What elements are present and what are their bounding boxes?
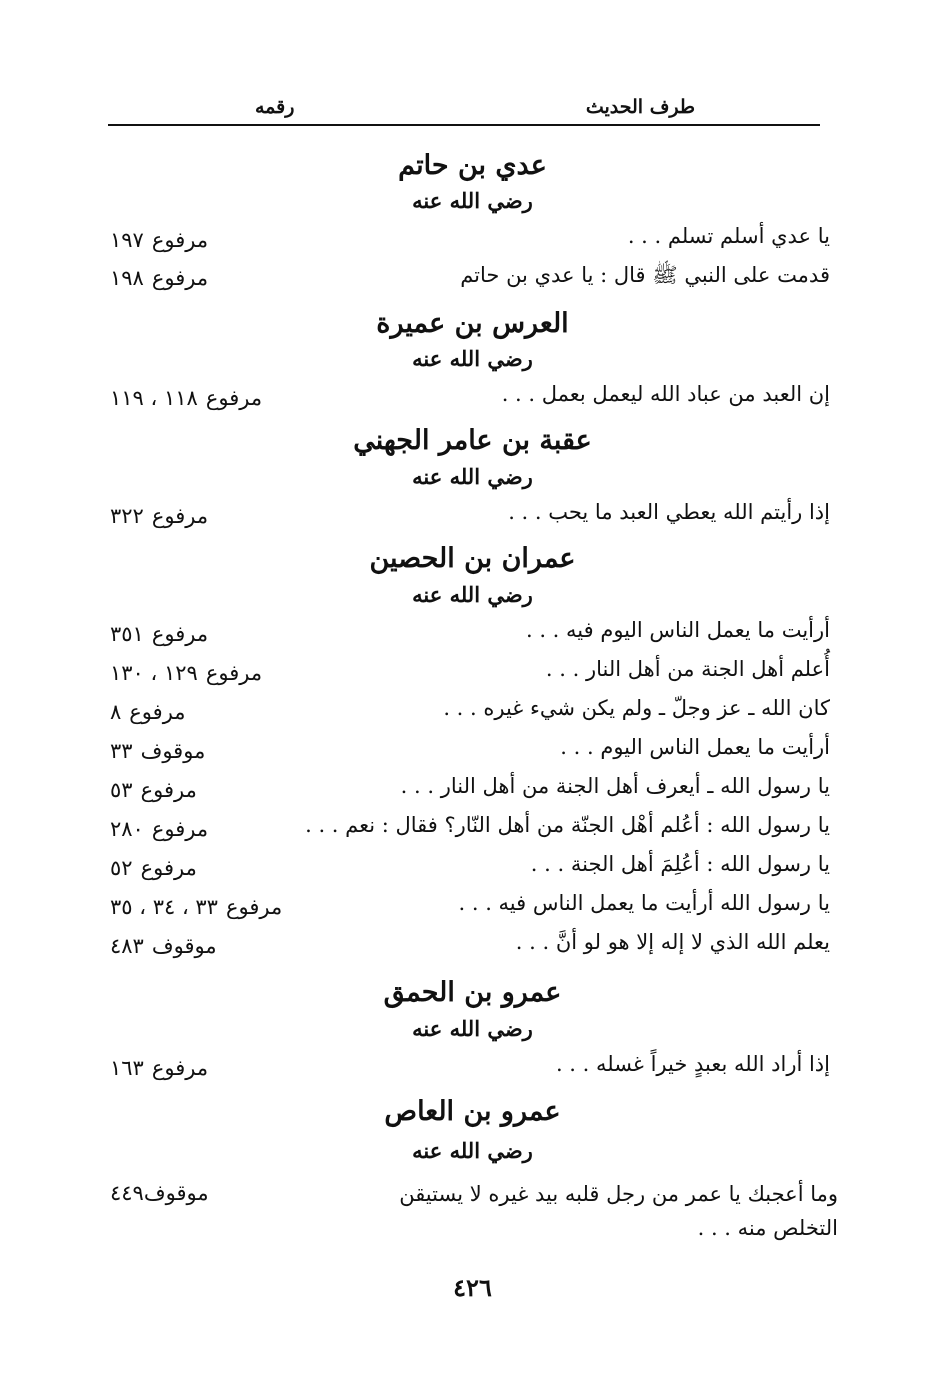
hadith-ref bbox=[110, 266, 332, 290]
section-title: عمرو بن الحمق bbox=[383, 977, 562, 1008]
hadith-type: موقوف bbox=[140, 739, 206, 763]
hadith-text: أُعلم أهل الجنة من أهل النار . . . bbox=[545, 657, 830, 681]
hadith-text: إن العبد من عباد الله ليعمل بعمل . . . bbox=[501, 382, 830, 406]
hadith-ref bbox=[110, 700, 332, 724]
hadith-type: مرفوع bbox=[151, 266, 209, 290]
hadith-text: قدمت على النبي ﷺ قال : يا عدي بن حاتم bbox=[460, 263, 830, 287]
hadith-number: ١٩٨ bbox=[110, 266, 144, 290]
section-subtitle: رضي الله عنه bbox=[412, 1138, 533, 1163]
index-entry bbox=[110, 696, 830, 732]
section-title: العرس بن عميرة bbox=[376, 308, 569, 339]
hadith-number: ٥٢ bbox=[110, 856, 133, 880]
hadith-ref bbox=[110, 504, 332, 528]
hadith-ref bbox=[110, 1181, 332, 1205]
hadith-text: أرأيت ما يعمل الناس اليوم . . . bbox=[560, 735, 830, 759]
hadith-type: مرفوع bbox=[140, 856, 197, 880]
index-entry bbox=[110, 382, 830, 418]
section-subtitle: رضي الله عنه bbox=[412, 1016, 533, 1041]
hadith-type: مرفوع bbox=[151, 504, 209, 528]
index-entry bbox=[110, 852, 830, 888]
section-subtitle: رضي الله عنه bbox=[412, 582, 533, 607]
hadith-text: إذا أراد الله بعبدٍ خيراً غسله . . . bbox=[555, 1052, 830, 1076]
hadith-number: ٢٨٠ bbox=[110, 817, 144, 841]
column-header-hadith: طرف الحديث bbox=[585, 96, 695, 118]
hadith-ref bbox=[110, 934, 332, 958]
hadith-ref bbox=[110, 856, 332, 880]
hadith-ref bbox=[110, 661, 332, 685]
section-subtitle: رضي الله عنه bbox=[412, 188, 533, 213]
section-title: عمران بن الحصين bbox=[369, 543, 576, 574]
hadith-text: كان الله ـ عز وجلّ ـ ولم يكن شيء غيره . . . bbox=[443, 696, 830, 720]
hadith-number: ٤٨٣ bbox=[110, 934, 144, 958]
hadith-number: ٥٣ bbox=[110, 778, 133, 802]
hadith-type: مرفوع bbox=[140, 778, 197, 802]
hadith-type: مرفوع bbox=[205, 661, 263, 685]
hadith-ref bbox=[110, 739, 332, 763]
hadith-type: مرفوع bbox=[129, 700, 186, 724]
hadith-text: يا رسول الله ـ أيعرف أهل الجنة من أهل النار . . . bbox=[400, 774, 830, 798]
index-entry bbox=[110, 813, 830, 849]
index-entry bbox=[110, 500, 830, 536]
hadith-ref bbox=[110, 1056, 332, 1080]
index-entry bbox=[110, 1177, 838, 1251]
index-entry bbox=[110, 774, 830, 810]
hadith-number: ١٦٣ bbox=[110, 1056, 144, 1080]
hadith-text: يعلم الله الذي لا إله إلا هو لو أنَّ . . . bbox=[515, 930, 830, 954]
section-title: عدي بن حاتم bbox=[398, 150, 547, 181]
index-entry bbox=[110, 262, 830, 298]
index-entry bbox=[110, 224, 830, 260]
hadith-text: أرأيت ما يعمل الناس اليوم فيه . . . bbox=[525, 618, 830, 642]
index-entry bbox=[110, 1052, 830, 1088]
hadith-text: يا رسول الله : أعُلم أهْل الجنّة من أهل النّار؟ فقال : نعم . . . bbox=[305, 813, 830, 837]
hadith-text: وما أعجبك يا عمر من رجل قلبه بيد غيره لا يستيقن التخلص منه . . . bbox=[399, 1182, 838, 1240]
hadith-number: ٤٤٩ bbox=[110, 1181, 144, 1205]
hadith-number: ٣٥١ bbox=[110, 622, 144, 646]
hadith-number: ١٢٩ ، ١٣٠ bbox=[110, 661, 198, 685]
section-title: عقبة بن عامر الجهني bbox=[353, 425, 592, 456]
column-header-number: رقمه bbox=[255, 96, 295, 118]
hadith-ref bbox=[110, 386, 332, 410]
index-entry bbox=[110, 891, 830, 927]
hadith-text: يا عدي أسلم تسلم . . . bbox=[627, 224, 830, 248]
page-number: ٤٢٦ bbox=[453, 1273, 492, 1302]
hadith-type: مرفوع bbox=[205, 386, 263, 410]
section-subtitle: رضي الله عنه bbox=[412, 346, 533, 371]
hadith-ref bbox=[110, 622, 332, 646]
header-rule bbox=[108, 124, 820, 126]
hadith-number: ٣٢٢ bbox=[110, 504, 144, 528]
section-subtitle: رضي الله عنه bbox=[412, 464, 533, 489]
hadith-number: ١٩٧ bbox=[110, 228, 144, 252]
index-entry bbox=[110, 657, 830, 693]
section-title: عمرو بن العاص bbox=[384, 1096, 561, 1127]
hadith-type: مرفوع bbox=[151, 228, 209, 252]
hadith-text: إذا رأيتم الله يعطي العبد ما يحب . . . bbox=[508, 500, 830, 524]
index-entry bbox=[110, 735, 830, 771]
hadith-type: مرفوع bbox=[151, 622, 209, 646]
hadith-type: موقوف bbox=[143, 1181, 209, 1205]
hadith-type: مرفوع bbox=[225, 895, 283, 919]
hadith-ref bbox=[110, 778, 332, 802]
hadith-text: يا رسول الله : أعُلِمَ أهل الجنة . . . bbox=[530, 852, 830, 876]
index-entry bbox=[110, 618, 830, 654]
hadith-type: مرفوع bbox=[151, 817, 209, 841]
hadith-number: ٨ bbox=[110, 700, 122, 724]
index-entry bbox=[110, 930, 830, 966]
hadith-ref bbox=[110, 228, 332, 252]
hadith-type: مرفوع bbox=[151, 1056, 209, 1080]
hadith-number: ٣٣ bbox=[110, 739, 133, 763]
hadith-number: ٣٣ ، ٣٤ ، ٣٥ bbox=[110, 895, 218, 919]
hadith-type: موقوف bbox=[151, 934, 217, 958]
hadith-ref bbox=[110, 817, 332, 841]
hadith-ref bbox=[110, 895, 332, 919]
hadith-number: ١١٨ ، ١١٩ bbox=[110, 386, 198, 410]
hadith-text: يا رسول الله أرأيت ما يعمل الناس فيه . . . bbox=[458, 891, 830, 915]
